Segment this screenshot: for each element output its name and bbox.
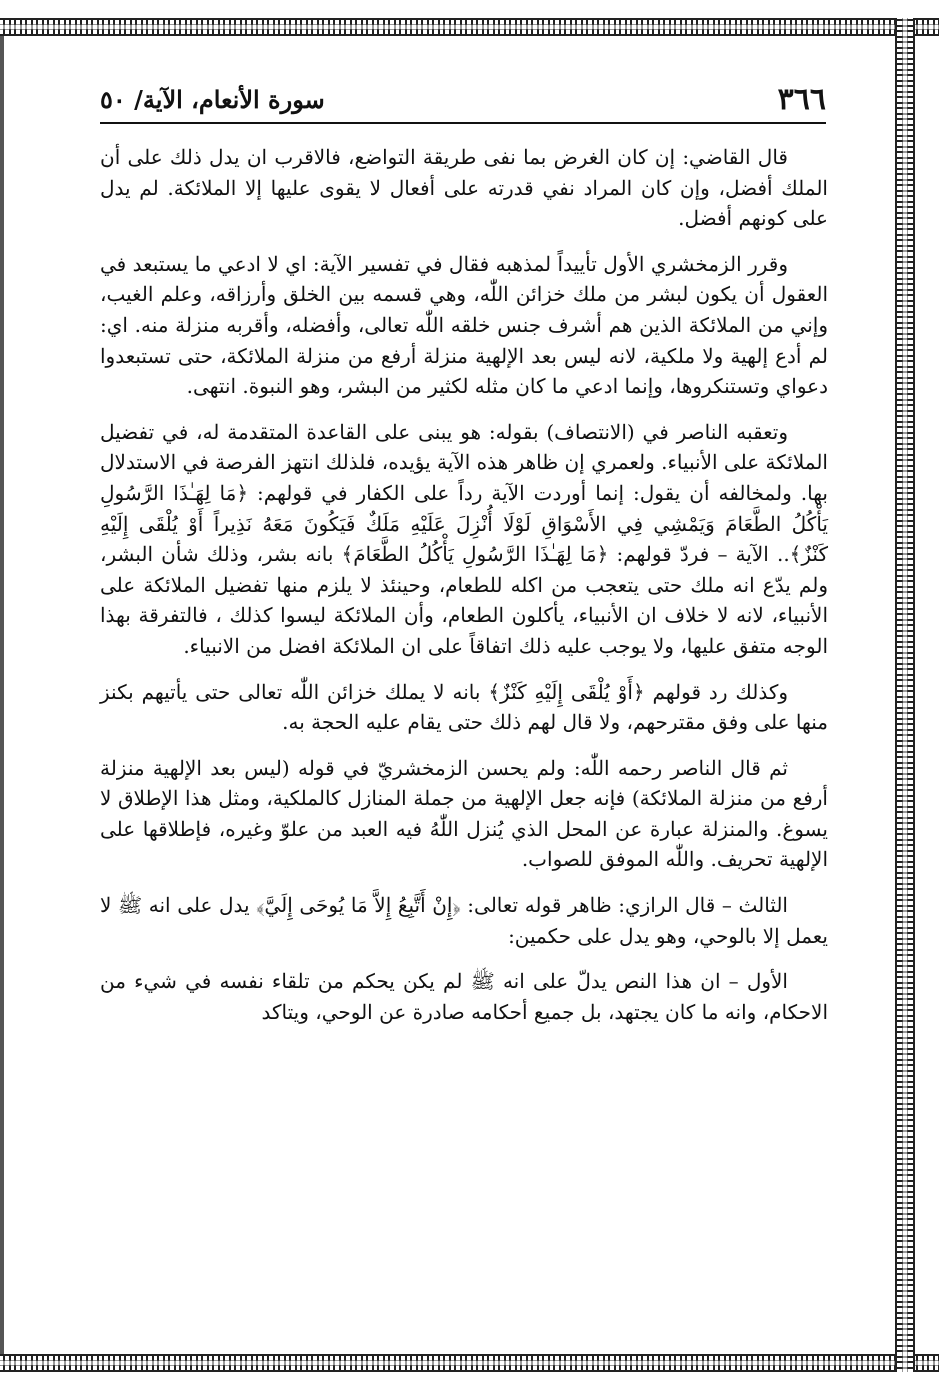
paragraph: الثالث – قال الرازي: ظاهر قوله تعالى: ﴿إِنْ أَتَّبِعُ إِلاَّ مَا يُوحَى إِلَيَّ﴾ يدل على انه ﷺ لا يعمل إلا بالوحي، وهو يدل على حكمين: <box>100 893 828 948</box>
running-title: سورة الأنعام، الآية/ ٥٠ <box>100 85 325 114</box>
paragraph: الأول – ان هذا النص يدلّ على انه ﷺ لم يكن يحكم من تلقاء نفسه في شيء من الاحكام، وانه ما كان يجتهد، بل جميع أحكامه صادرة عن الوحي، ويتاكد <box>100 969 828 1024</box>
page-header <box>100 80 826 124</box>
page-border-left <box>0 18 4 1372</box>
paragraph: وتعقبه الناصر في (الانتصاف) بقوله: هو يبنى على القاعدة المتقدمة له، في تفضيل الملائكة على الأنبياء. ولعمري إن ظاهر هذه الآية يؤيده، فلذلك انتهز الفرصة في الاستدلال بها. ولمخالفه أن يقول: إنما أوردت الآية رداً على الكفار في قولهم: ﴿مَا لِهَـٰذَا الرَّسُولِ يَأْكُلُ الطَّعَامَ وَيَمْشِي فِي الأَسْوَاقِ لَوْلَا أُنْزِلَ عَلَيْهِ مَلَكٌ فَيَكُونَ مَعَهُ نَذِيراً أَوْ يُلْقَى إِلَيْهِ كَنْزٌ﴾.. الآية – فردّ قولهم: ﴿مَا لِهَـٰذَا الرَّسُولِ يَأْكُلُ الطَّعَامَ﴾ بانه بشر، وذلك شأن البشر، ولم يدّع انه ملك حتى يتعجب من اكله للطعام، وحينئذ لا يلزم منها تفضيل الملائكة على الأنبياء، لانه لا خلاف ان الأنبياء، يأكلون الطعام، وأن الملائكة ليسوا كذلك ، فالتفرقة بهذا الوجه متفق عليها، ولا يوجب عليه ذلك اتفاقاً على ان الملائكة افضل من الانبياء. <box>100 419 828 658</box>
paragraph: وقرر الزمخشري الأول تأييداً لمذهبه فقال في تفسير الآية: اي لا ادعي ما يستبعد في العقول أن يكون لبشر من ملك خزائن اللّٰه، وهي قسمه بين الخلق وأرزاقه، وعلم الغيب، وإني من الملائكة الذين هم أشرف جنس خلقه اللّٰه تعالى، وأفضله، وأقربه منزلة منه. اي: لم أدع إلهية ولا ملكية، لانه ليس بعد الإلهية منزلة أرفع من منزلة الملائكة، حتى تستبعدوا دعواي وتستنكروها، وإنما ادعي ما كان مثله لكثير من البشر، وهو النبوة. انتهى. <box>100 251 828 399</box>
page-number: ٣٦٦ <box>777 82 826 117</box>
decorative-border-top <box>0 18 939 36</box>
page-body <box>100 142 828 1292</box>
paragraph: قال القاضي: إن كان الغرض بما نفى طريقة التواضع، فالاقرب ان يدل ذلك على أن الملك أفضل، وإن كان المراد نفي قدرته على أفعال لا يقوى عليها إلا الملائكة. لم يدل على كونهم أفضل. <box>100 145 828 231</box>
paragraph: وكذلك رد قولهم ﴿أَوْ يُلْقَى إِلَيْهِ كَنْزٌ﴾ بانه لا يملك خزائن اللّٰه تعالى حتى يأتيهم بكنز منها على وفق مقترحهم، ولا قال لهم ذلك حتى يقام عليه الحجة به. <box>100 679 828 735</box>
paragraph: ثم قال الناصر رحمه اللّٰه: ولم يحسن الزمخشريّ في قوله (ليس بعد الإلهية منزلة أرفع من منزلة الملائكة) فإنه جعل الإلهية من جملة المنازل كالملكية، ومثل هذا الإطلاق لا يسوغ. والمنزلة عبارة عن المحل الذي يُنزل اللّٰهُ فيه العبد من علوّ وغيره، فإطلاقها على الإلهية تحريف. واللّٰه الموفق للصواب. <box>100 755 828 872</box>
decorative-border-right <box>895 18 915 1372</box>
decorative-border-bottom <box>0 1354 939 1372</box>
